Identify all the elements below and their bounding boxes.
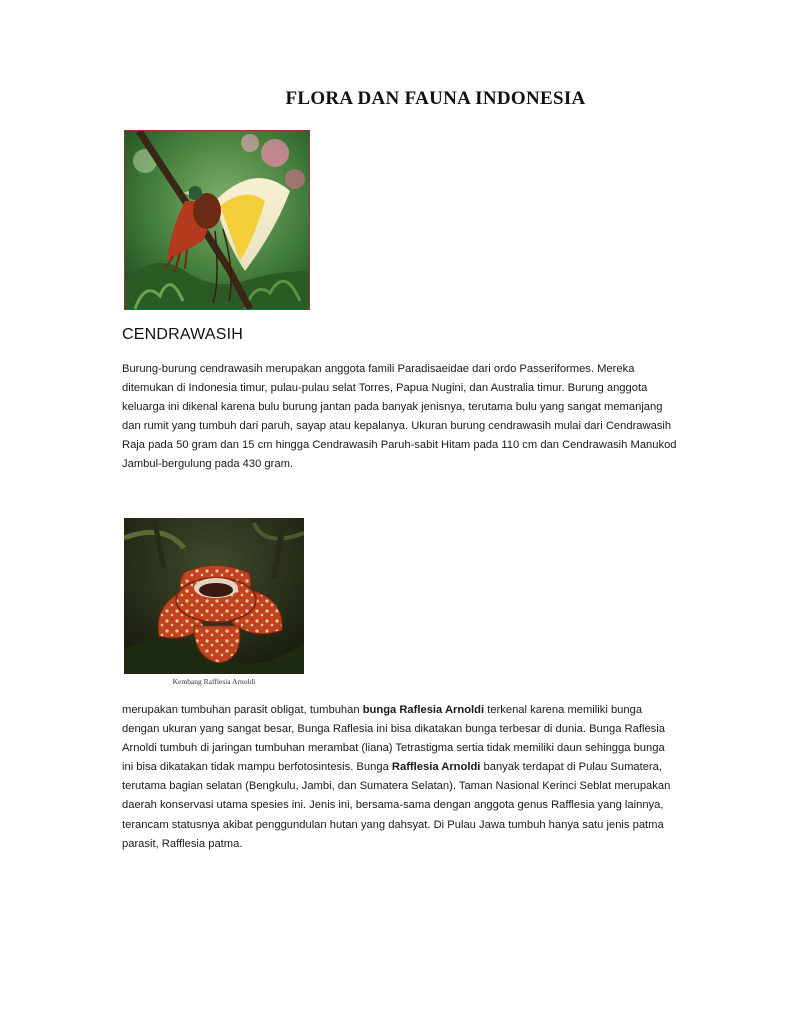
paragraph-text: terkenal karena memiliki bunga dengan ukuran yang sangat besar, Bunga Raflesia ini bisa dikatakan bunga terbesar di dunia. Bunga Raflesia Arnoldi tumbuh di jaringan tumbuhan merambat (liana) Tetrastigma sertia tidak memiliki daun sehingga bunga ini bisa dikatakan tidak mampu berfotosintesis. Bunga — [122, 704, 665, 774]
paragraph-cendrawasih: Burung-burung cendrawasih merupakan anggota famili Paradisaeidae dari ordo Passeriformes. Mereka ditemukan di Indonesia timur, pulau-pulau selat Torres, Papua Nugini, dan Australia timur. Burung anggota keluarga ini dikenal karena bulu burung jantan pada banyak jenisnya, terutama bulu yang sangat memanjang dan rumit yang tumbuh dari paruh, sayap atau kepalanya. Ukuran burung cendrawasih mulai dari Cendrawasih Raja pada 50 gram dan 15 cm hingga Cendrawasih Paruh-sabit Hitam pada 110 cm dan Cendrawasih Manukod Jambul-bergulung pada 430 gram. — [122, 363, 677, 471]
bold-term: bunga Raflesia Arnoldi — [362, 704, 485, 716]
bold-term: Rafflesia Arnoldi — [391, 761, 481, 774]
paragraph-text: banyak terdapat di Pulau Sumatera, terutama bagian selatan (Bengkulu, Jambi, dan Sumatera Selatan). Taman Nasional Kerinci Seblat merupakan daerah konservasi utama spesies ini. Jenis ini, bersama-sama dengan anggota genus Rafflesia yang lainnya, terancam statusnya akibat penggundulan hutan yang dahsyat. Di Pulau Jawa tumbuh hanya satu jenis patma parasit, Rafflesia patma. — [122, 761, 671, 850]
paragraph-text: merupakan tumbuhan parasit obligat, tumbuhan — [122, 704, 363, 716]
bird-of-paradise-photo — [124, 130, 310, 310]
rafflesia-photo — [124, 518, 304, 674]
paragraph-rafflesia — [122, 701, 677, 854]
page-title: FLORA DAN FAUNA INDONESIA — [285, 88, 586, 109]
image-caption: Kembang Rafflesia Arnoldi — [172, 677, 256, 686]
section-heading-cendrawasih: CENDRAWASIH — [122, 326, 244, 343]
